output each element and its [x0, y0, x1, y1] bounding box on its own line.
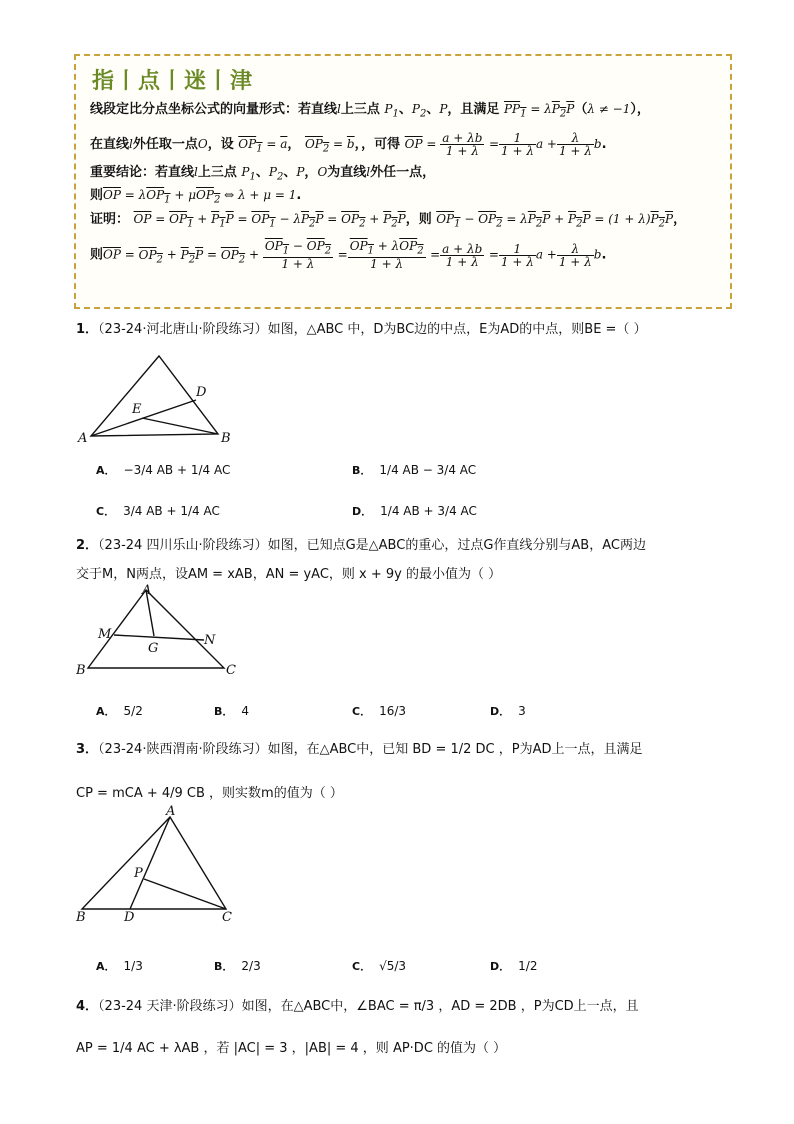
- fig2-label-b: B: [76, 663, 86, 677]
- tip-line-4: 则$\overline{OP} = \lambda OP_1 + \mu OP_2$ ⇔ λ + μ = 1.: [90, 188, 302, 206]
- q3-option-c[interactable]: C． √5/3: [352, 959, 407, 973]
- q2-option-c[interactable]: C． 16/3: [352, 704, 407, 718]
- tip-line-2: 在直线l外任取一点O，设 $OP_1 = \overline{a}$， $OP_2 = \overline{b}$，，可得 $\overline{OP}$ = $\frac{a + \lambda b}{1 + \lambda}$ = $\frac{1}{1 + \lambda}$ a + $\frac{\lambda}{1 + \lambda}$ b.: [90, 131, 607, 158]
- question-3-stem: 3．（23-24·陕西渭南·阶段练习）如图，在△ABC中，已知 BD = 1/2 DC ，P为AD上一点，且满足: [76, 742, 643, 757]
- q1-option-c[interactable]: C． 3/4 AB + 1/4 AC: [96, 504, 220, 518]
- question-2-stem-2: 交于M，N两点，设AM = xAB，AN = yAC，则 x + 9y 的最小值为（ ）: [76, 567, 502, 582]
- fig3-label-c: C: [222, 910, 232, 923]
- question-2-stem: 2．（23-24 四川乐山·阶段练习）如图，已知点G是△ABC的重心，过点G作直线分别与AB，AC两边: [76, 538, 646, 553]
- q1-option-b[interactable]: B． 1/4 AB − 3/4 AC: [352, 463, 477, 477]
- figure-3: [74, 803, 254, 923]
- fig1-label-b: B: [221, 431, 231, 446]
- fig2-label-g: G: [148, 641, 159, 656]
- q3-option-b[interactable]: B． 2/3: [214, 959, 261, 973]
- fig1-label-e: E: [132, 402, 142, 417]
- fig2-label-c: C: [226, 663, 236, 677]
- fig1-label-d: D: [196, 385, 207, 400]
- fig3-label-d: D: [124, 910, 135, 923]
- fig3-label-p: P: [134, 866, 143, 881]
- q2-option-d[interactable]: D． 3: [490, 704, 526, 718]
- question-3-stem-2: CP = mCA + 4/9 CB ，则实数m的值为（ ）: [76, 786, 343, 801]
- fig2-label-n: N: [204, 633, 216, 648]
- tip-line-3: 重要结论：若直线l上三点 $P_1$、$P_2$、P，O为直线l外任一点，: [90, 165, 436, 183]
- figure-1: [76, 350, 236, 450]
- q2-option-a[interactable]: A． 5/2: [96, 704, 143, 718]
- fig1-label-a: A: [78, 431, 88, 446]
- fig3-label-b: B: [76, 910, 86, 923]
- q1-option-a[interactable]: A． −3/4 AB + 1/4 AC: [96, 463, 231, 477]
- q3-option-d[interactable]: D． 1/2: [490, 959, 538, 973]
- tip-line-then: 则$\overline{OP} = OP_2 + P_2P = OP_2$ + $\frac{OP_1 - OP_2}{1 + \lambda}$ = $\frac{OP_1 + \lambda OP_2}{1 + \lambda}$ = $\frac{a + \lambda b}{1 + \lambda}$ = $\frac{1}{1 + \lambda}$ a + $\frac{\lambda}{1 + \lambda}$ b.: [90, 239, 607, 272]
- fig2-label-m: M: [98, 627, 112, 642]
- tip-title: 指丨点丨迷丨津: [92, 69, 254, 94]
- question-4-stem: 4．（23-24 天津·阶段练习）如图，在△ABC中，∠BAC = π/3 ，AD = 2DB ，P为CD上一点，且: [76, 999, 639, 1014]
- q1-option-d[interactable]: D． 1/4 AB + 3/4 AC: [352, 504, 477, 518]
- question-4-stem-2: AP = 1/4 AC + λAB ，若 |AC| = 3 ，|AB| = 4 ，则 AP·DC 的值为（ ）: [76, 1041, 507, 1056]
- figure-2: [76, 582, 246, 677]
- q3-option-a[interactable]: A． 1/3: [96, 959, 143, 973]
- fig3-label-a: A: [166, 804, 176, 819]
- q2-option-b[interactable]: B． 4: [214, 704, 250, 718]
- question-1-stem: 1．（23-24·河北唐山·阶段练习）如图，△ABC 中，D为BC边的中点，E为AD的中点，则BE =（ ）: [76, 322, 647, 337]
- tip-line-proof: 证明： $\overline{OP} = OP_1 + P_1P = OP_1 - \lambda P_2P = OP_2 + P_2P$，则 $OP_1 - OP_2 = \lambda P_2P + P_2P = (1 + \lambda)P_2P$，: [90, 212, 687, 230]
- tip-line-1: 线段定比分点坐标公式的向量形式：若直线l上三点 $P_1$、$P_2$、P，且满足 $PP_1 = \lambda P_2P(\lambda \ne -1)$，: [90, 102, 650, 120]
- fig2-label-a: A: [142, 583, 152, 598]
